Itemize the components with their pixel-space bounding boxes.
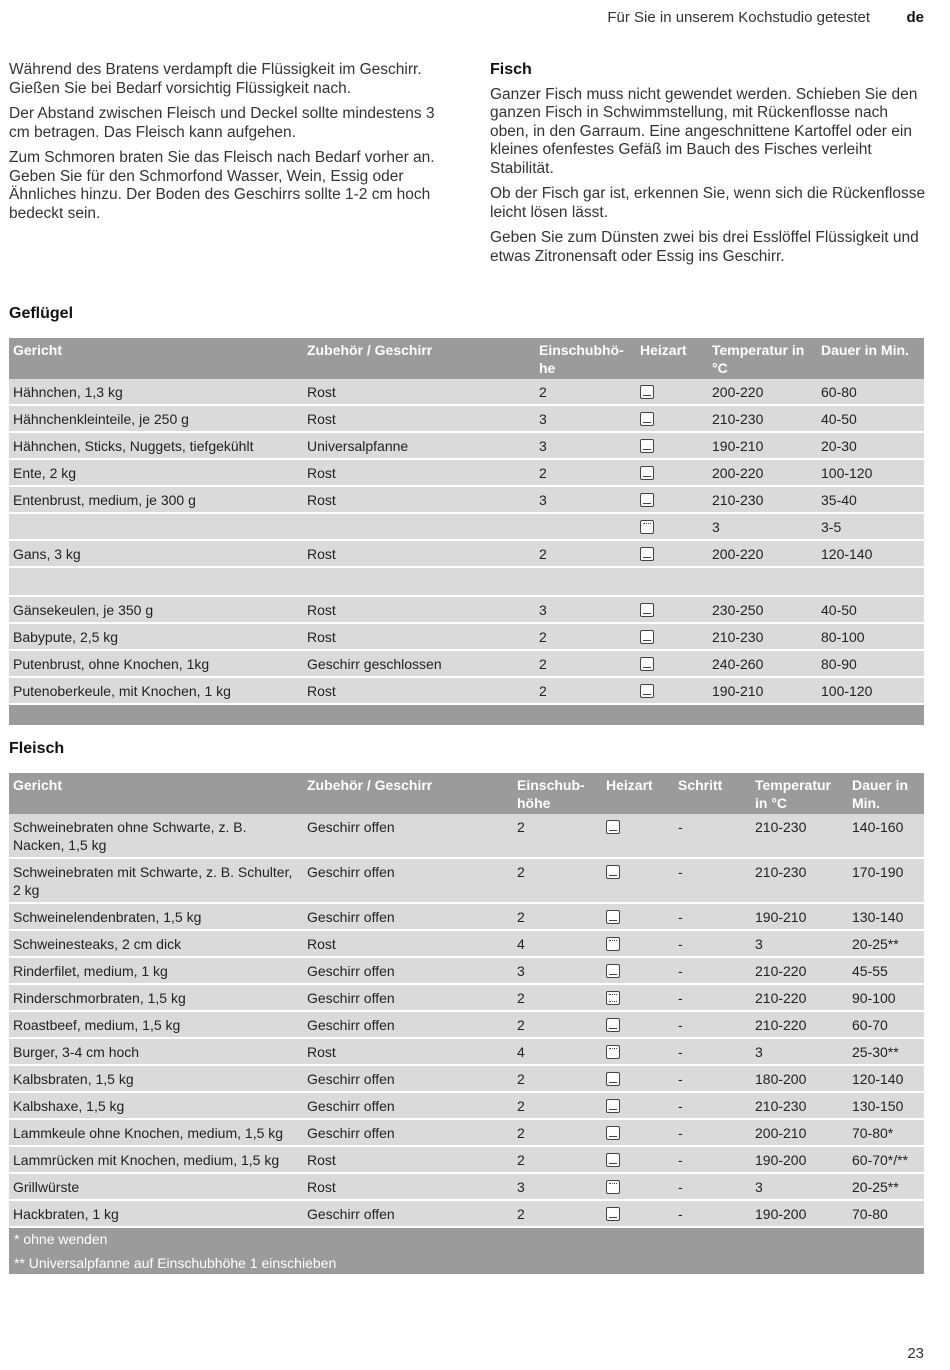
paragraph: Ganzer Fisch muss nicht gewendet werden. Schieben Sie den ganzen Fisch in Schwimmstellung, mit Rückenflosse nach oben, in den Garraum. Eine angeschnittene Kartoffel oder ein kleines ofenfestes Gefäß im Bauch des Fisches verleiht Stabilität. xyxy=(490,85,918,177)
einschub-cell: 3 xyxy=(535,432,636,459)
einschub-cell: 2 xyxy=(513,903,602,930)
einschub-cell: 2 xyxy=(535,459,636,486)
page-header xyxy=(0,8,950,28)
temperatur-cell: 190-210 xyxy=(751,903,848,930)
schritt-cell: - xyxy=(674,1038,751,1065)
schritt-cell: - xyxy=(674,1173,751,1200)
einschub-cell: 2 xyxy=(535,650,636,677)
table-row xyxy=(9,903,924,930)
einschub-cell: 2 xyxy=(513,1065,602,1092)
schritt-cell: - xyxy=(674,957,751,984)
zubehoer-cell: Geschirr offen xyxy=(303,1065,513,1092)
conventional-heat-icon xyxy=(606,1207,620,1221)
temperatur-cell: 210-230 xyxy=(751,858,848,903)
heizart-cell xyxy=(636,379,708,405)
gericht-cell: Babypute, 2,5 kg xyxy=(9,623,303,650)
paragraph: Während des Bratens verdampft die Flüssigkeit im Geschirr. Gießen Sie bei Bedarf vorsichtig Flüssigkeit nach. xyxy=(9,61,422,97)
temperatur-cell: 210-220 xyxy=(751,984,848,1011)
table-row xyxy=(9,486,924,513)
column-header: Gericht xyxy=(9,773,303,814)
gericht-cell: Rinderfilet, medium, 1 kg xyxy=(9,957,303,984)
zubehoer-cell: Geschirr offen xyxy=(303,1011,513,1038)
schritt-cell: - xyxy=(674,1065,751,1092)
temperatur-cell: 210-220 xyxy=(751,1011,848,1038)
heizart-cell xyxy=(602,1065,674,1092)
schritt-cell: - xyxy=(674,984,751,1011)
column-header: Gericht xyxy=(9,338,303,379)
column-header: Heizart xyxy=(602,773,674,814)
gericht-cell xyxy=(9,513,303,540)
zubehoer-cell: Geschirr geschlossen xyxy=(303,650,535,677)
temperatur-cell: 3 xyxy=(751,1038,848,1065)
empty-cell xyxy=(817,567,924,596)
zubehoer-cell: Rost xyxy=(303,405,535,432)
temperatur-cell: 230-250 xyxy=(708,596,817,623)
table-row xyxy=(9,405,924,432)
gericht-cell: Entenbrust, medium, je 300 g xyxy=(9,486,303,513)
paragraph: Der Abstand zwischen Fleisch und Deckel sollte mindestens 3 cm betragen. Das Fleisch kann aufgehen. xyxy=(9,105,435,141)
table-row xyxy=(9,930,924,957)
conventional-heat-icon xyxy=(640,547,654,561)
schritt-cell: - xyxy=(674,930,751,957)
schritt-cell: - xyxy=(674,1119,751,1146)
heizart-cell xyxy=(636,432,708,459)
dauer-cell: 90-100 xyxy=(848,984,924,1011)
grill-icon xyxy=(606,937,620,951)
temperatur-cell: 210-230 xyxy=(751,1092,848,1119)
temperatur-cell: 200-210 xyxy=(751,1119,848,1146)
temperatur-cell: 240-260 xyxy=(708,650,817,677)
column-header: Zubehör / Geschirr xyxy=(303,338,535,379)
table-row xyxy=(9,513,924,540)
paragraph: Geben Sie zum Dünsten zwei bis drei Esslöffel Flüssigkeit und etwas Zitronensaft oder Essig ins Geschirr. xyxy=(490,229,919,265)
zubehoer-cell: Geschirr offen xyxy=(303,984,513,1011)
einschub-cell: 3 xyxy=(513,1173,602,1200)
einschub-cell: 2 xyxy=(513,1146,602,1173)
column-header: Einschub-höhe xyxy=(513,773,602,814)
einschub-cell: 2 xyxy=(513,814,602,858)
zubehoer-cell: Geschirr offen xyxy=(303,957,513,984)
table-header-row xyxy=(9,338,924,379)
zubehoer-cell xyxy=(303,513,535,540)
gericht-cell: Hackbraten, 1 kg xyxy=(9,1200,303,1227)
schritt-cell: - xyxy=(674,1092,751,1119)
temperatur-cell: 210-220 xyxy=(751,957,848,984)
zubehoer-cell: Rost xyxy=(303,623,535,650)
gefluegel-title: Geflügel xyxy=(9,305,74,322)
table-row xyxy=(9,1038,924,1065)
einschub-cell xyxy=(535,513,636,540)
conventional-heat-icon xyxy=(640,439,654,453)
dauer-cell: 100-120 xyxy=(817,677,924,704)
zubehoer-cell: Rost xyxy=(303,540,535,567)
einschub-cell: 2 xyxy=(513,984,602,1011)
fisch-heading: Fisch xyxy=(490,61,532,78)
temperatur-cell: 3 xyxy=(751,930,848,957)
empty-cell xyxy=(535,567,636,596)
einschub-cell: 2 xyxy=(513,858,602,903)
table-row xyxy=(9,650,924,677)
conventional-heat-icon xyxy=(640,385,654,399)
table-row xyxy=(9,623,924,650)
language-code: de xyxy=(906,9,924,26)
temperatur-cell: 210-230 xyxy=(751,814,848,858)
einschub-cell: 2 xyxy=(535,379,636,405)
heizart-cell xyxy=(636,677,708,704)
einschub-cell: 2 xyxy=(513,1011,602,1038)
zubehoer-cell: Geschirr offen xyxy=(303,814,513,858)
heizart-cell xyxy=(602,1173,674,1200)
schritt-cell: - xyxy=(674,1200,751,1227)
temperatur-cell: 200-220 xyxy=(708,540,817,567)
column-header: Temperatur in °C xyxy=(751,773,848,814)
heizart-cell xyxy=(636,405,708,432)
dauer-cell: 80-100 xyxy=(817,623,924,650)
table-note-row xyxy=(9,1227,924,1274)
dauer-cell: 80-90 xyxy=(817,650,924,677)
gericht-cell: Putenbrust, ohne Knochen, 1kg xyxy=(9,650,303,677)
dauer-cell: 60-70 xyxy=(848,1011,924,1038)
conventional-heat-icon xyxy=(640,603,654,617)
paragraph: Ob der Fisch gar ist, erkennen Sie, wenn sich die Rückenflosse leicht lösen lässt. xyxy=(490,185,926,221)
zubehoer-cell: Geschirr offen xyxy=(303,1119,513,1146)
schritt-cell: - xyxy=(674,858,751,903)
gericht-cell: Schweinelendenbraten, 1,5 kg xyxy=(9,903,303,930)
conventional-heat-icon xyxy=(606,910,620,924)
temperatur-cell: 190-210 xyxy=(708,432,817,459)
empty-cell xyxy=(303,567,535,596)
heizart-cell xyxy=(636,540,708,567)
grill-icon xyxy=(606,1045,620,1059)
dauer-cell: 35-40 xyxy=(817,486,924,513)
schritt-cell: - xyxy=(674,903,751,930)
dauer-cell: 140-160 xyxy=(848,814,924,858)
dauer-cell: 45-55 xyxy=(848,957,924,984)
zubehoer-cell: Universalpfanne xyxy=(303,432,535,459)
temperatur-cell: 190-210 xyxy=(708,677,817,704)
fleisch-table xyxy=(9,773,924,1274)
table-row xyxy=(9,1092,924,1119)
column-header: Temperatur in °C xyxy=(708,338,817,379)
conventional-heat-icon xyxy=(606,1099,620,1113)
gericht-cell: Kalbsbraten, 1,5 kg xyxy=(9,1065,303,1092)
dauer-cell: 100-120 xyxy=(817,459,924,486)
footnote-line: * ohne wenden xyxy=(14,1231,108,1247)
schritt-cell: - xyxy=(674,1011,751,1038)
dauer-cell: 60-70*/** xyxy=(848,1146,924,1173)
column-header: Schritt xyxy=(674,773,751,814)
paragraph: Zum Schmoren braten Sie das Fleisch nach Bedarf vorher an. Geben Sie für den Schmorfond Wasser, Wein, Essig oder Ähnliches hinzu. Der Boden des Geschirrs sollte 1-2 cm hoch bedeckt sein. xyxy=(9,149,435,222)
empty-cell xyxy=(9,567,303,596)
table-row xyxy=(9,596,924,623)
dauer-cell: 70-80* xyxy=(848,1119,924,1146)
temperatur-cell: 3 xyxy=(708,513,817,540)
einschub-cell: 3 xyxy=(535,596,636,623)
zubehoer-cell: Rost xyxy=(303,677,535,704)
gericht-cell: Rinderschmorbraten, 1,5 kg xyxy=(9,984,303,1011)
dauer-cell: 25-30** xyxy=(848,1038,924,1065)
temperatur-cell: 190-200 xyxy=(751,1200,848,1227)
zubehoer-cell: Geschirr offen xyxy=(303,903,513,930)
dauer-cell: 170-190 xyxy=(848,858,924,903)
temperatur-cell: 190-200 xyxy=(751,1146,848,1173)
einschub-cell: 4 xyxy=(513,930,602,957)
dauer-cell: 20-25** xyxy=(848,1173,924,1200)
conventional-heat-icon xyxy=(640,412,654,426)
gericht-cell: Lammkeule ohne Knochen, medium, 1,5 kg xyxy=(9,1119,303,1146)
fisch-section xyxy=(490,61,930,273)
dauer-cell: 40-50 xyxy=(817,596,924,623)
heizart-cell xyxy=(602,1011,674,1038)
table-row xyxy=(9,379,924,405)
einschub-cell: 3 xyxy=(535,486,636,513)
conventional-heat-icon xyxy=(606,865,620,879)
conventional-heat-icon xyxy=(606,1018,620,1032)
top-bottom-heat-icon xyxy=(606,991,620,1005)
gericht-cell: Schweinebraten ohne Schwarte, z. B. Nacken, 1,5 kg xyxy=(9,814,303,858)
conventional-heat-icon xyxy=(606,1126,620,1140)
table-row xyxy=(9,540,924,567)
zubehoer-cell: Geschirr offen xyxy=(303,1200,513,1227)
einschub-cell: 3 xyxy=(535,405,636,432)
einschub-cell: 4 xyxy=(513,1038,602,1065)
heizart-cell xyxy=(602,1146,674,1173)
page-number: 23 xyxy=(907,1345,924,1362)
zubehoer-cell: Rost xyxy=(303,1146,513,1173)
conventional-heat-icon xyxy=(640,657,654,671)
zubehoer-cell: Rost xyxy=(303,459,535,486)
heizart-cell xyxy=(602,984,674,1011)
intro-text-column xyxy=(9,61,459,230)
gericht-cell: Grillwürste xyxy=(9,1173,303,1200)
gericht-cell: Roastbeef, medium, 1,5 kg xyxy=(9,1011,303,1038)
zubehoer-cell: Geschirr offen xyxy=(303,1092,513,1119)
temperatur-cell: 210-230 xyxy=(708,486,817,513)
temperatur-cell: 3 xyxy=(751,1173,848,1200)
gericht-cell: Gänsekeulen, je 350 g xyxy=(9,596,303,623)
table-row xyxy=(9,677,924,704)
footnote xyxy=(9,1227,924,1274)
heizart-cell xyxy=(602,957,674,984)
dauer-cell: 40-50 xyxy=(817,405,924,432)
column-header: Dauer in Min. xyxy=(817,338,924,379)
empty-cell xyxy=(636,567,708,596)
table-row xyxy=(9,957,924,984)
heizart-cell xyxy=(602,903,674,930)
conventional-heat-icon xyxy=(640,493,654,507)
einschub-cell: 3 xyxy=(513,957,602,984)
dauer-cell: 20-25** xyxy=(848,930,924,957)
gericht-cell: Gans, 3 kg xyxy=(9,540,303,567)
dauer-cell: 120-140 xyxy=(848,1065,924,1092)
table-footer-row xyxy=(9,704,924,725)
heizart-cell xyxy=(602,1200,674,1227)
dauer-cell: 3-5 xyxy=(817,513,924,540)
conventional-heat-icon xyxy=(606,1153,620,1167)
gericht-cell: Schweinesteaks, 2 cm dick xyxy=(9,930,303,957)
gericht-cell: Hähnchen, 1,3 kg xyxy=(9,379,303,405)
zubehoer-cell: Rost xyxy=(303,379,535,405)
heizart-cell xyxy=(602,814,674,858)
zubehoer-cell: Rost xyxy=(303,1173,513,1200)
einschub-cell: 2 xyxy=(513,1200,602,1227)
gericht-cell: Putenoberkeule, mit Knochen, 1 kg xyxy=(9,677,303,704)
table-row xyxy=(9,984,924,1011)
dauer-cell: 60-80 xyxy=(817,379,924,405)
table-row xyxy=(9,1200,924,1227)
conventional-heat-icon xyxy=(640,466,654,480)
gericht-cell: Burger, 3-4 cm hoch xyxy=(9,1038,303,1065)
temperatur-cell: 180-200 xyxy=(751,1065,848,1092)
temperatur-cell: 210-230 xyxy=(708,623,817,650)
gericht-cell: Ente, 2 kg xyxy=(9,459,303,486)
einschub-cell: 2 xyxy=(535,540,636,567)
table-row xyxy=(9,1146,924,1173)
table-row xyxy=(9,567,924,596)
heizart-cell xyxy=(602,858,674,903)
dauer-cell: 130-150 xyxy=(848,1092,924,1119)
schritt-cell: - xyxy=(674,1146,751,1173)
heizart-cell xyxy=(636,459,708,486)
dauer-cell: 20-30 xyxy=(817,432,924,459)
table-footer-bar xyxy=(9,704,924,725)
gericht-cell: Hähnchen, Sticks, Nuggets, tiefgekühlt xyxy=(9,432,303,459)
temperatur-cell: 200-220 xyxy=(708,379,817,405)
table-header-row xyxy=(9,773,924,814)
footnote-line: ** Universalpfanne auf Einschubhöhe 1 einschieben xyxy=(14,1255,337,1271)
heizart-cell xyxy=(636,623,708,650)
temperatur-cell: 210-230 xyxy=(708,405,817,432)
fleisch-title: Fleisch xyxy=(9,740,65,757)
gericht-cell: Lammrücken mit Knochen, medium, 1,5 kg xyxy=(9,1146,303,1173)
conventional-heat-icon xyxy=(606,964,620,978)
empty-cell xyxy=(708,567,817,596)
conventional-heat-icon xyxy=(606,820,620,834)
conventional-heat-icon xyxy=(640,684,654,698)
zubehoer-cell: Geschirr offen xyxy=(303,858,513,903)
heizart-cell xyxy=(636,513,708,540)
temperatur-cell: 200-220 xyxy=(708,459,817,486)
schritt-cell: - xyxy=(674,814,751,858)
column-header: Dauer in Min. xyxy=(848,773,924,814)
heizart-cell xyxy=(636,650,708,677)
zubehoer-cell: Rost xyxy=(303,930,513,957)
dauer-cell: 70-80 xyxy=(848,1200,924,1227)
grill-icon xyxy=(606,1180,620,1194)
table-row xyxy=(9,1065,924,1092)
gericht-cell: Schweinebraten mit Schwarte, z. B. Schulter, 2 kg xyxy=(9,858,303,903)
heizart-cell xyxy=(602,1119,674,1146)
zubehoer-cell: Rost xyxy=(303,596,535,623)
table-row xyxy=(9,432,924,459)
dauer-cell: 120-140 xyxy=(817,540,924,567)
table-row xyxy=(9,1119,924,1146)
gefluegel-table xyxy=(9,338,924,725)
table-row xyxy=(9,1173,924,1200)
table-row xyxy=(9,858,924,903)
gericht-cell: Kalbshaxe, 1,5 kg xyxy=(9,1092,303,1119)
einschub-cell: 2 xyxy=(513,1092,602,1119)
heizart-cell xyxy=(636,596,708,623)
heizart-cell xyxy=(602,930,674,957)
dauer-cell: 130-140 xyxy=(848,903,924,930)
einschub-cell: 2 xyxy=(513,1119,602,1146)
header-title: Für Sie in unserem Kochstudio getestet xyxy=(607,9,870,26)
zubehoer-cell: Rost xyxy=(303,1038,513,1065)
conventional-heat-icon xyxy=(606,1072,620,1086)
conventional-heat-icon xyxy=(640,630,654,644)
heizart-cell xyxy=(602,1038,674,1065)
einschub-cell: 2 xyxy=(535,677,636,704)
column-header: Einschubhö-he xyxy=(535,338,636,379)
zubehoer-cell: Rost xyxy=(303,486,535,513)
gericht-cell: Hähnchenkleinteile, je 250 g xyxy=(9,405,303,432)
column-header: Zubehör / Geschirr xyxy=(303,773,513,814)
table-row xyxy=(9,459,924,486)
column-header: Heizart xyxy=(636,338,708,379)
heizart-cell xyxy=(636,486,708,513)
heizart-cell xyxy=(602,1092,674,1119)
einschub-cell: 2 xyxy=(535,623,636,650)
grill-icon xyxy=(640,520,654,534)
table-row xyxy=(9,1011,924,1038)
table-row xyxy=(9,814,924,858)
